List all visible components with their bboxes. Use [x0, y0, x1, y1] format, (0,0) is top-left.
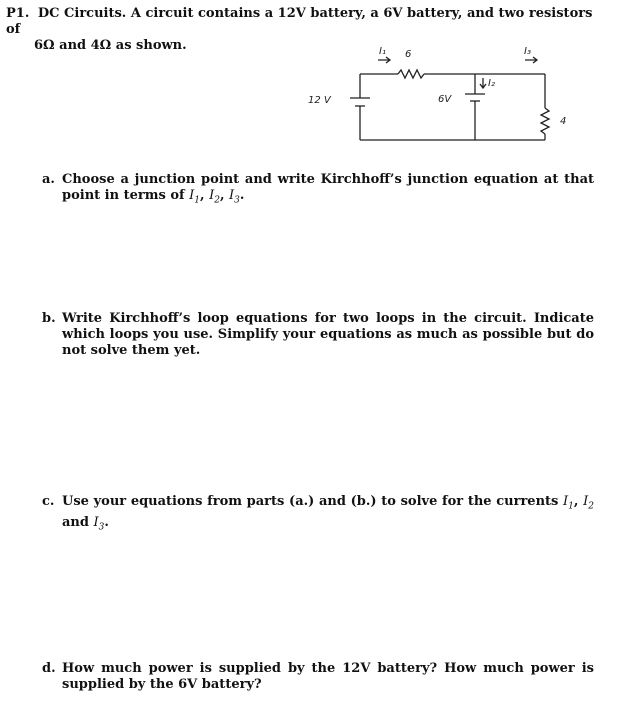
part-c-var-i2: $I_2$ [583, 494, 594, 512]
part-a-var-i2: $I_2$ [209, 188, 220, 206]
arrow-i3 [525, 57, 537, 63]
part-b [42, 311, 594, 359]
resistor-6-ohm [398, 70, 424, 78]
problem-statement-line2: 6Ω and 4Ω as shown. [34, 38, 187, 53]
resistor-4-ohm [541, 108, 549, 134]
part-c-var-i3: $I_3$ [93, 514, 105, 533]
label-i1: I₁ [379, 46, 386, 57]
part-d-letter: d. [42, 661, 56, 676]
part-a-question: Choose a junction point and write Kirchhoff’s junction equation at that point in terms of [62, 172, 594, 203]
part-c [42, 494, 594, 535]
part-a [42, 172, 594, 209]
part-d [42, 661, 594, 693]
label-battery-12v: 12 V [308, 95, 331, 106]
part-c-question: Use your equations from parts (a.) and (b.) to solve for the currents [62, 494, 559, 509]
label-r1: 6 [405, 49, 412, 60]
label-i2: I₂ [488, 78, 495, 89]
label-i3: I₃ [524, 46, 531, 57]
part-a-var-i1: $I_1$ [189, 188, 200, 206]
circuit-diagram [290, 40, 590, 160]
part-a-letter: a. [42, 172, 55, 187]
part-c-text: Use your equations from parts (a.) and (b.) to solve for the currents $I_1$, $I_2$ and $I_3$. [62, 494, 594, 533]
part-c-letter: c. [42, 494, 55, 509]
part-a-var-i3: $I_3$ [229, 188, 240, 206]
problem-title: DC Circuits. [37, 6, 127, 21]
label-r2: 4 [560, 116, 567, 127]
part-a-text: Choose a junction point and write Kirchhoff’s junction equation at that point in terms of $I_1$, $I_2$, $I_3$. [62, 172, 594, 206]
part-c-var-i1: $I_1$ [563, 494, 574, 512]
label-battery-6v: 6V [438, 94, 452, 105]
problem-statement-line1: A circuit contains a 12V battery, a 6V battery, and two resistors of [6, 6, 593, 37]
part-c-and: and [62, 514, 89, 530]
part-b-text: Write Kirchhoff’s loop equations for two loops in the circuit. Indicate which loops you use. Simplify your equations as much as possible but do not solve them yet. [62, 311, 594, 358]
part-d-text: How much power is supplied by the 12V battery? How much power is supplied by the 6V battery? [62, 661, 594, 692]
arrow-i2 [480, 78, 486, 88]
problem-number: P1. [6, 6, 30, 21]
arrow-i1 [378, 57, 390, 63]
part-b-letter: b. [42, 311, 56, 326]
